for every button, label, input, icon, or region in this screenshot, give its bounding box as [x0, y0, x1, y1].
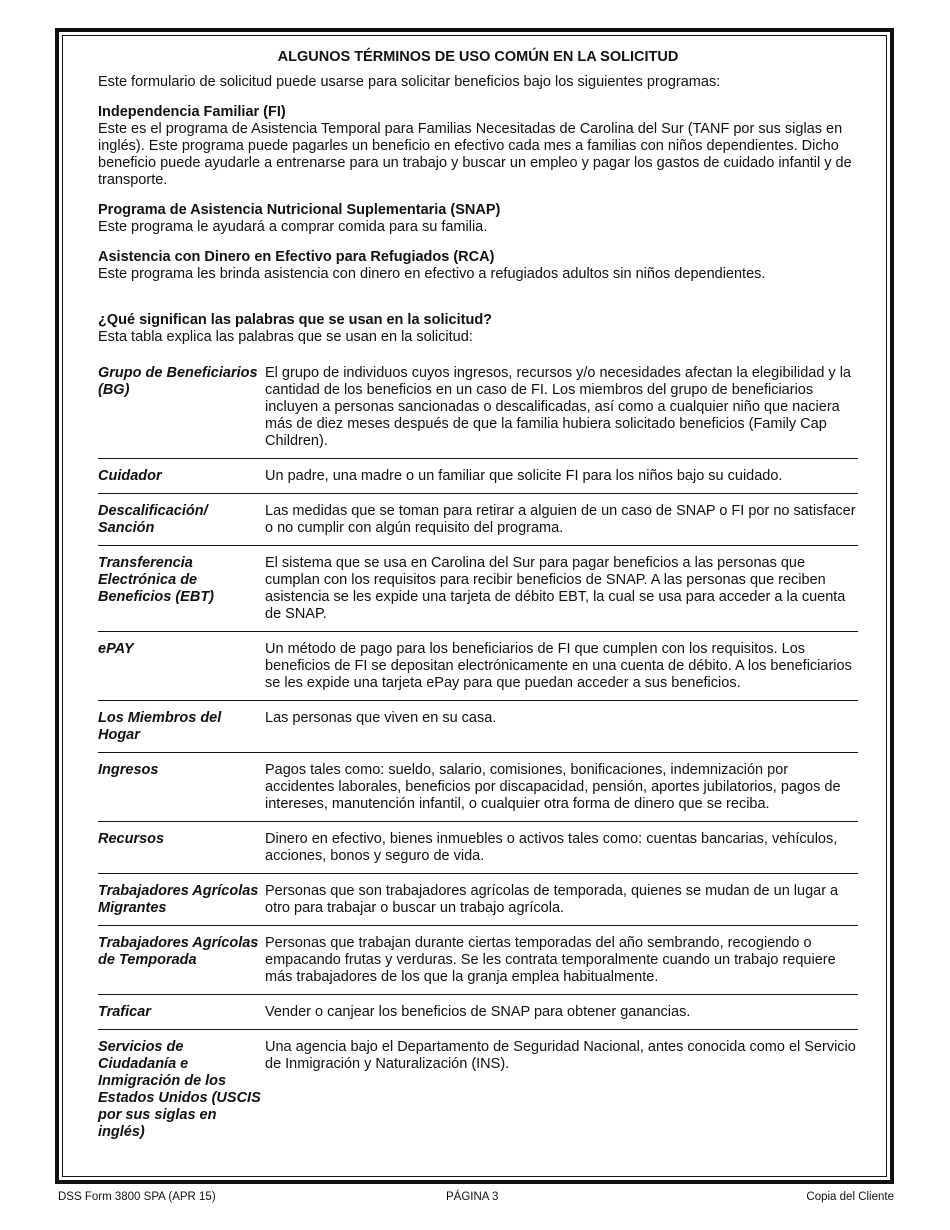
glossary-intro: [98, 312, 858, 346]
program-snap: [98, 202, 858, 236]
program-description: Este programa le ayudará a comprar comida para su familia.: [98, 219, 488, 235]
definition-cell: Un padre, una madre o un familiar que solicite FI para los niños bajo su cuidado.: [265, 459, 858, 494]
program-title: Independencia Familiar (FI): [98, 104, 286, 120]
definition-cell: El grupo de individuos cuyos ingresos, recursos y/o necesidades afectan la elegibilidad y la cantidad de los beneficios en un caso de FI. Los miembros del grupo de beneficiarios incluyen a personas sancionadas o descalificadas, así como a cualquier niño que naciera más de diez meses después de que la familia hubiera solicitado beneficios (Family Cap Children).: [265, 365, 851, 449]
program-rca: [98, 249, 858, 283]
table-row: [98, 459, 858, 494]
table-row: [98, 701, 858, 753]
table-row: [98, 632, 858, 701]
term-cell: Servicios de Ciudadanía e Inmigración de los Estados Unidos (USCIS por sus siglas en inglés): [98, 1030, 265, 1150]
table-row: [98, 753, 858, 822]
table-row: [98, 874, 858, 926]
table-row: [98, 1030, 858, 1150]
copy-label: Copia del Cliente: [806, 1191, 894, 1203]
table-row: [98, 494, 858, 546]
table-row: [98, 822, 858, 874]
term-cell: Descalificación/ Sanción: [98, 494, 265, 546]
definition-cell: El sistema que se usa en Carolina del Sur para pagar beneficios a las personas que cumplan con los requisitos para recibir beneficios de SNAP. A las personas que reciben asistencia se les expide una tarjeta de débito EBT, la cual se usa para acceder a la cuenta de SNAP.: [265, 546, 858, 632]
page-number: PÁGINA 3: [446, 1191, 499, 1203]
program-title: Asistencia con Dinero en Efectivo para Refugiados (RCA): [98, 249, 495, 265]
term-cell: Trabajadores Agrícolas de Temporada: [98, 926, 265, 995]
term-cell: Los Miembros del Hogar: [98, 701, 265, 753]
table-row: [98, 546, 858, 632]
term-cell: Ingresos: [98, 753, 265, 822]
definition-cell: Personas que son trabajadores agrícolas de temporada, quienes se mudan de un lugar a otro para trabajar o buscar un trabajo agrícola.: [265, 874, 858, 926]
table-row: [98, 926, 858, 995]
definition-cell: Personas que trabajan durante ciertas temporadas del año sembrando, recogiendo o empacando frutas y verduras. Se les contrata temporalmente cuando un trabajo requiere más trabajadores de los que la granja emplea habitualmente.: [265, 926, 858, 995]
definition-cell: Las medidas que se toman para retirar a alguien de un caso de SNAP o FI por no satisfacer o no cumplir con algún requisito del programa.: [265, 494, 858, 546]
table-row: [98, 995, 858, 1030]
program-fi: [98, 104, 858, 189]
definition-cell: Pagos tales como: sueldo, salario, comisiones, bonificaciones, indemnización por accidentes laborales, beneficios por discapacidad, pensión, aportes jubilatorios, pagos de intereses, manutención infantil, o cualquier otra forma de dinero que se reciba.: [265, 753, 858, 822]
page-border: [55, 28, 894, 1184]
glossary-question: ¿Qué significan las palabras que se usan en la solicitud?: [98, 312, 493, 328]
table-row: [98, 356, 858, 459]
definition-cell: Una agencia bajo el Departamento de Seguridad Nacional, antes conocida como el Servicio de Inmigración y Naturalización (INS).: [265, 1030, 858, 1150]
glossary-subtitle: Esta tabla explica las palabras que se usan en la solicitud:: [98, 329, 473, 345]
term-cell: Cuidador: [98, 459, 265, 494]
form-id: DSS Form 3800 SPA (APR 15): [58, 1191, 216, 1203]
intro-text: Este formulario de solicitud puede usarse para solicitar beneficios bajo los siguientes programas:: [98, 74, 721, 90]
term-cell: Transferencia Electrónica de Beneficios (EBT): [98, 546, 265, 632]
definition-cell: Un método de pago para los beneficiarios de FI que cumplen con los requisitos. Los beneficios de FI se depositan electrónicamente en una cuenta de débito. A los beneficiarios se les expide una tarjeta ePay para que puedan acceder a sus beneficios.: [265, 632, 858, 701]
page-title: ALGUNOS TÉRMINOS DE USO COMÚN EN LA SOLICITUD: [277, 49, 679, 65]
term-cell: Traficar: [98, 995, 265, 1030]
definition-cell: Las personas que viven en su casa.: [265, 701, 858, 753]
program-description: Este programa les brinda asistencia con dinero en efectivo a refugiados adultos sin niños dependientes.: [98, 266, 766, 282]
term-cell: Recursos: [98, 822, 265, 874]
page-footer: [58, 1190, 894, 1206]
term-cell: Grupo de Beneficiarios (BG): [98, 365, 258, 398]
definition-cell: Vender o canjear los beneficios de SNAP para obtener ganancias.: [265, 995, 858, 1030]
glossary-table: [98, 356, 858, 1149]
program-title: Programa de Asistencia Nutricional Suplementaria (SNAP): [98, 202, 501, 218]
page-content: [98, 47, 858, 1149]
term-cell: Trabajadores Agrícolas Migrantes: [98, 874, 265, 926]
definition-cell: Dinero en efectivo, bienes inmuebles o activos tales como: cuentas bancarias, vehículos, acciones, bonos y seguro de vida.: [265, 822, 858, 874]
term-cell: ePAY: [98, 632, 265, 701]
program-description: Este es el programa de Asistencia Temporal para Familias Necesitadas de Carolina del Sur (TANF por sus siglas en inglés). Este programa puede pagarles un beneficio en efectivo cada mes a familias con niños dependientes. Dicho beneficio puede ayudarle a entrenarse para un trabajo y buscar un empleo y pagar los gastos de cuidado infantil y de transporte.: [98, 121, 852, 188]
